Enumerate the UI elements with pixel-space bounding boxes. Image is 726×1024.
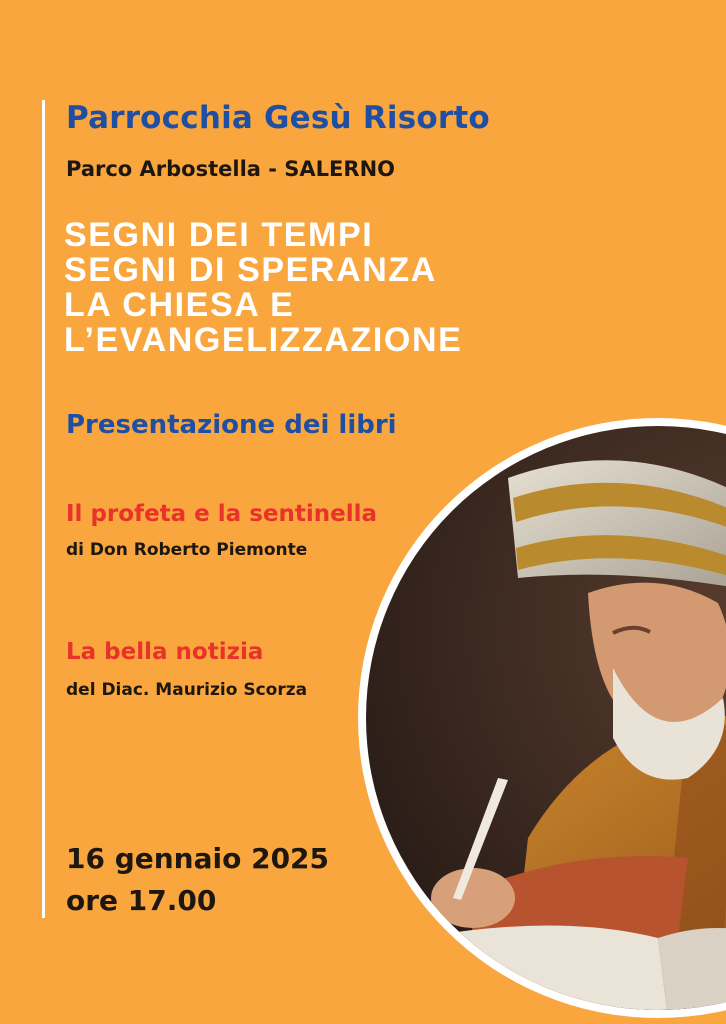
event-date: 16 gennaio 2025 — [66, 842, 330, 875]
event-theme — [64, 218, 624, 358]
parish-name: Parrocchia Gesù Risorto — [66, 100, 490, 136]
book-author: di Don Roberto Piemonte — [66, 540, 308, 560]
painting-saint-bishop-writing-icon — [358, 418, 726, 1018]
vertical-divider — [42, 100, 45, 918]
presentation-heading: Presentazione dei libri — [66, 410, 397, 440]
book-title: Il profeta e la sentinella — [66, 501, 378, 527]
book-author: del Diac. Maurizio Scorza — [66, 680, 308, 700]
theme-line: L’EVANGELIZZAZIONE — [64, 321, 463, 359]
theme-line: SEGNI DEI TEMPI — [64, 216, 374, 254]
event-datetime — [66, 838, 329, 922]
book-title: La bella notizia — [66, 639, 264, 665]
parish-location: Parco Arbostella - SALERNO — [66, 157, 395, 181]
event-time: ore 17.00 — [66, 884, 217, 917]
theme-line: SEGNI DI SPERANZA — [64, 251, 437, 289]
theme-line: LA CHIESA E — [64, 286, 295, 324]
